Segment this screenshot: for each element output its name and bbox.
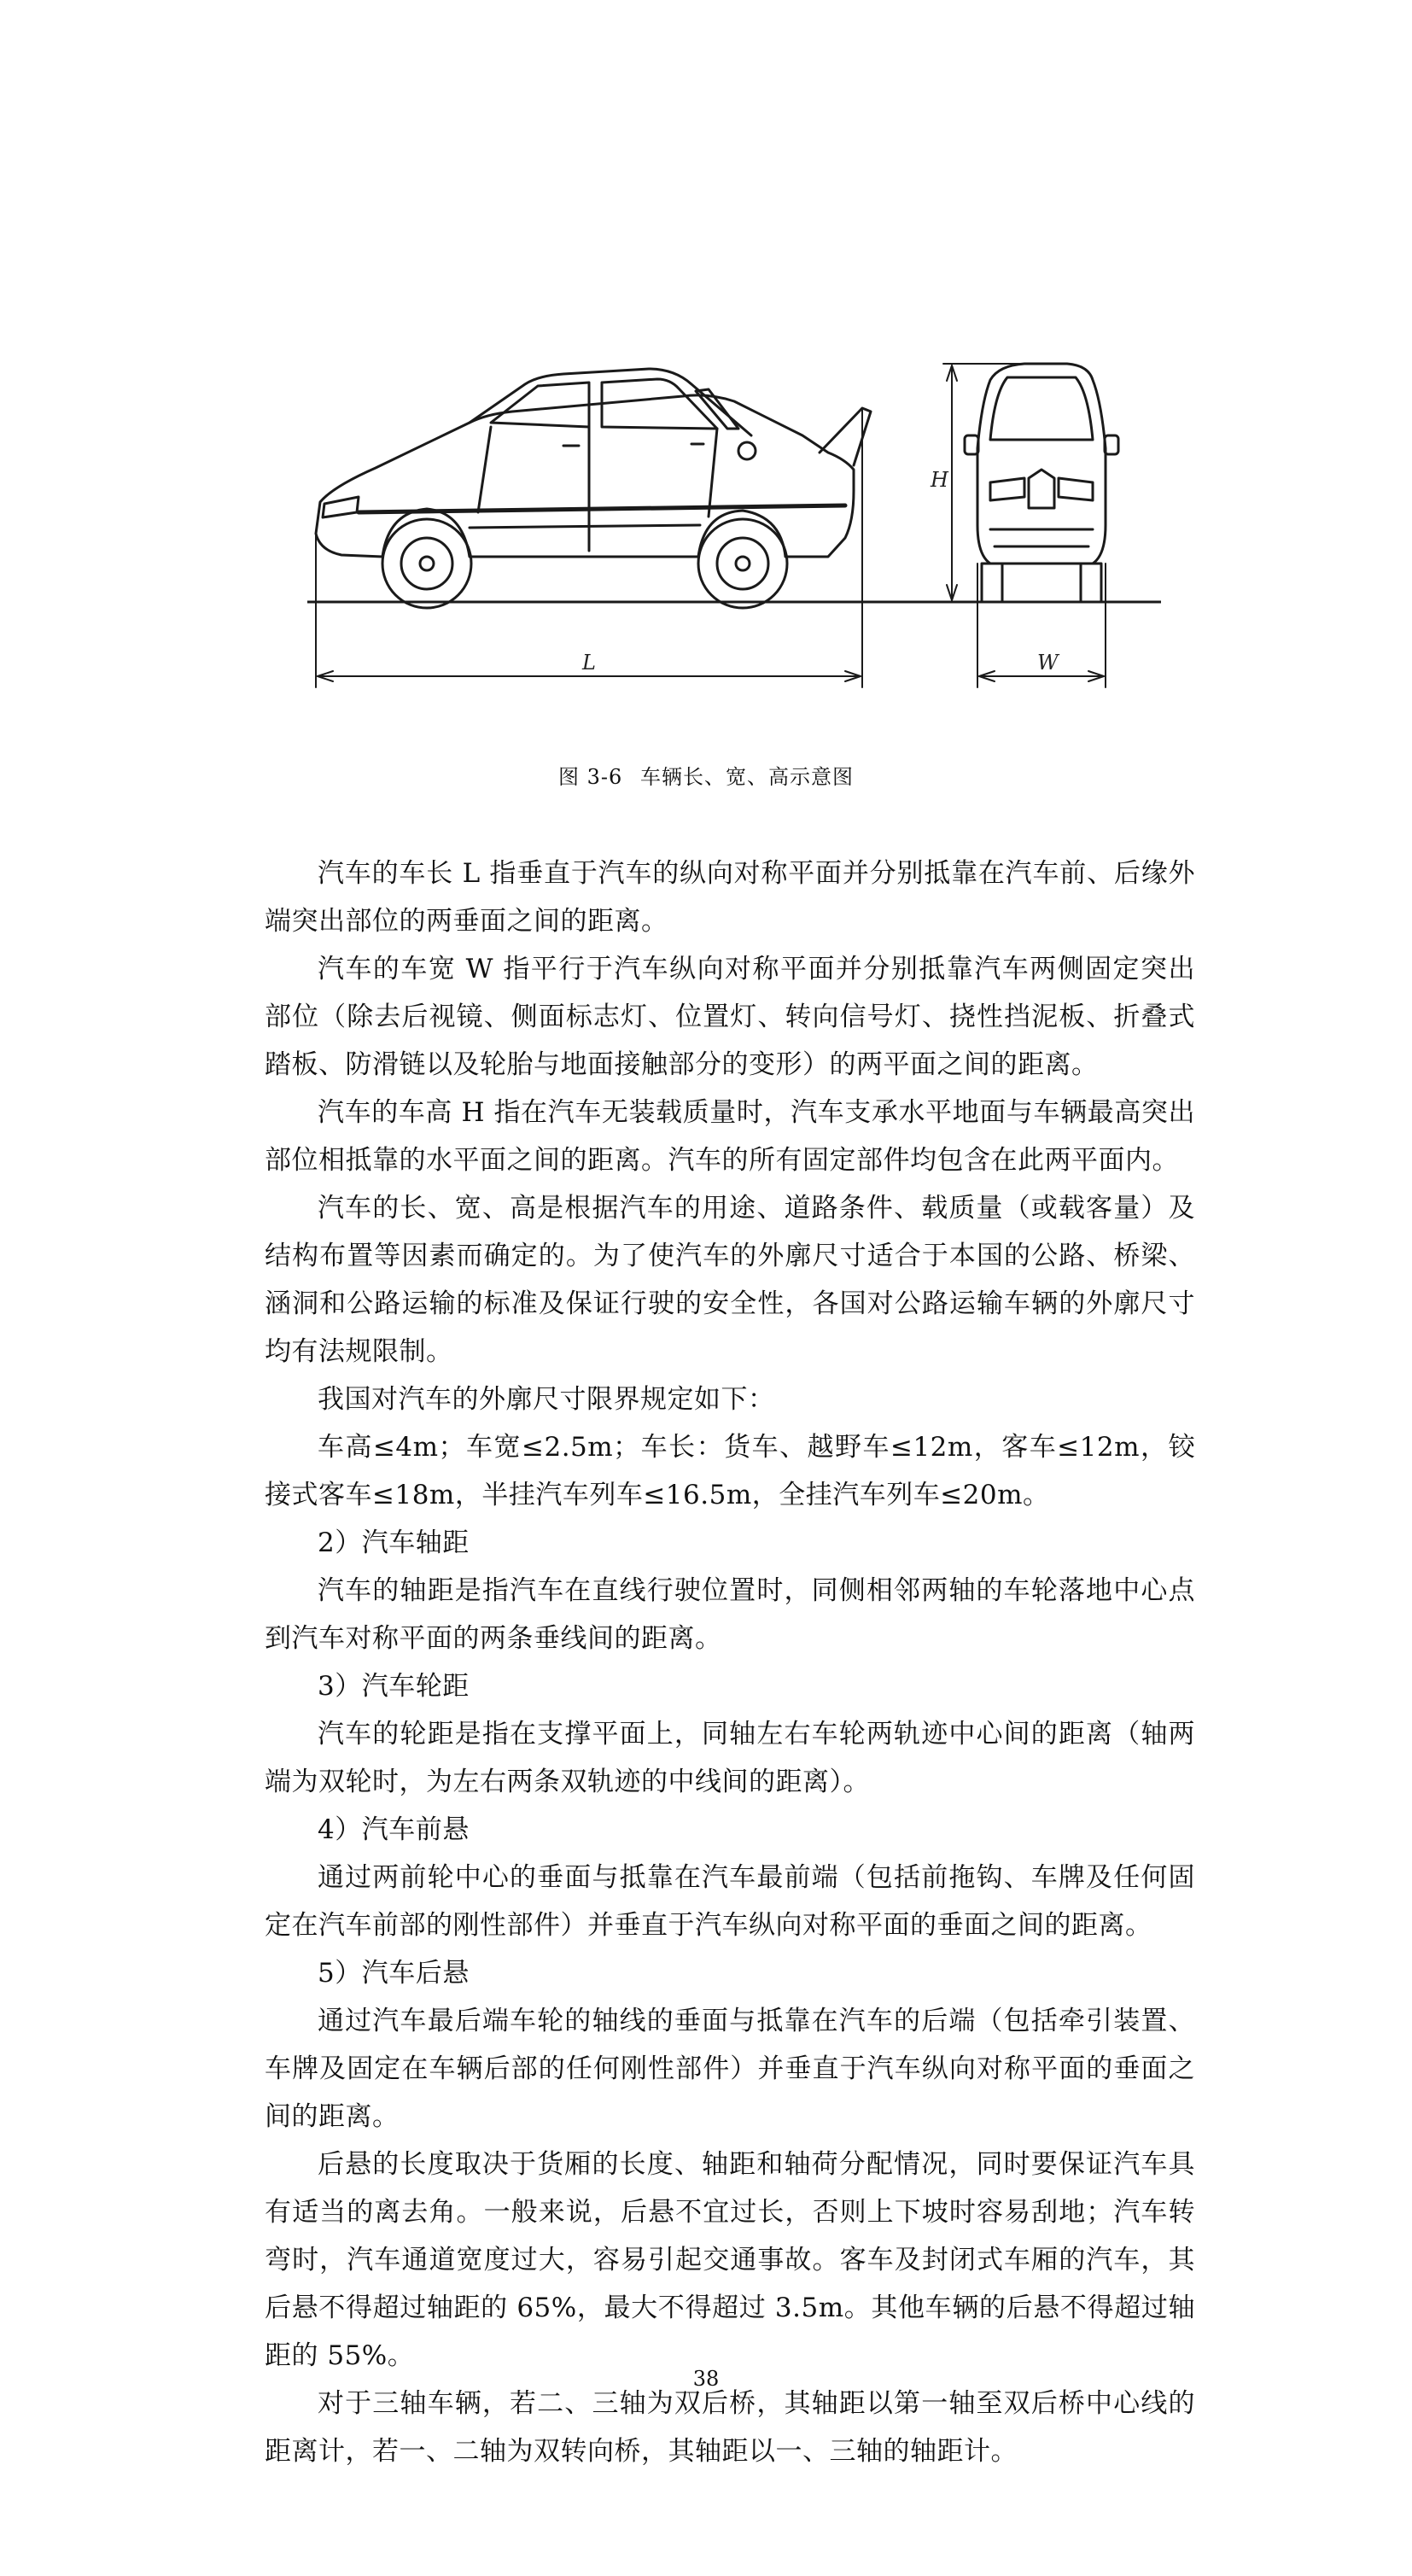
figure-caption — [0, 760, 1412, 790]
page-number: 38 — [692, 2367, 720, 2391]
paragraph: 汽车的轴距是指汽车在直线行驶位置时，同侧相邻两轴的车轮落地中心点到汽车对称平面的两条垂线间的距离。 — [265, 1575, 1195, 1654]
paragraph: 通过两前轮中心的垂面与抵靠在汽车最前端（包括前拖钩、车牌及任何固定在汽车前部的刚性部件）并垂直于汽车纵向对称平面的垂面之间的距离。 — [265, 1862, 1195, 1941]
figure-title: 车辆长、宽、高示意图 — [639, 765, 854, 789]
paragraph: 汽车的轮距是指在支撑平面上，同轴左右车轮两轨迹中心间的距离（轴两端为双轮时，为左右两条双轨迹的中线间的距离）。 — [265, 1719, 1195, 1797]
vehicle-dimension-figure — [307, 307, 1161, 734]
paragraph: 通过汽车最后端车轮的轴线的垂面与抵靠在汽车的后端（包括牵引装置、车牌及固定在车辆后部的任何刚性部件）并垂直于汽车纵向对称平面的垂面之间的距离。 — [265, 2006, 1195, 2132]
paragraph: 汽车的车长 L 指垂直于汽车的纵向对称平面并分别抵靠在汽车前、后缘外端突出部位的两垂面之间的距离。 — [265, 858, 1195, 937]
paragraph: 对于三轴车辆，若二、三轴为双后桥，其轴距以第一轴至双后桥中心线的距离计，若一、二轴为双转向桥，其轴距以一、三轴的轴距计。 — [265, 2388, 1195, 2467]
section-heading: 5）汽车后悬 — [318, 1958, 470, 1989]
car-front-view — [965, 364, 1118, 602]
paragraph: 汽车的车宽 W 指平行于汽车纵向对称平面并分别抵靠汽车两侧固定突出部位（除去后视镜、侧面标志灯、位置灯、转向信号灯、挠性挡泥板、折叠式踏板、防滑链以及轮胎与地面接触部分的变形）的两平面之间的距离。 — [265, 954, 1195, 1080]
section-heading: 2）汽车轴距 — [318, 1527, 470, 1558]
paragraph: 汽车的车高 H 指在汽车无装载质量时，汽车支承水平地面与车辆最高突出部位相抵靠的水平面之间的距离。汽车的所有固定部件均包含在此两平面内。 — [265, 1097, 1195, 1176]
body-text — [265, 850, 1195, 2475]
car-side-view — [316, 369, 871, 608]
section-heading: 3）汽车轮距 — [318, 1671, 470, 1702]
width-label: W — [1037, 651, 1059, 675]
height-label: H — [931, 468, 948, 492]
car-diagram — [307, 307, 1161, 734]
length-label: L — [582, 651, 596, 675]
paragraph: 车高≤4m；车宽≤2.5m；车长：货车、越野车≤12m，客车≤12m，铰接式客车≤18m，半挂汽车列车≤16.5m，全挂汽车列车≤20m。 — [265, 1432, 1195, 1510]
paragraph: 我国对汽车的外廓尺寸限界规定如下： — [318, 1384, 775, 1415]
section-heading: 4）汽车前悬 — [318, 1814, 470, 1845]
paragraph: 汽车的长、宽、高是根据汽车的用途、道路条件、载质量（或载客量）及结构布置等因素而确定的。为了使汽车的外廓尺寸适合于本国的公路、桥梁、涵洞和公路运输的标准及保证行驶的安全性，各国对公路运输车辆的外廓尺寸均有法规限制。 — [265, 1193, 1195, 1367]
figure-number: 图 3-6 — [558, 765, 623, 789]
paragraph: 后悬的长度取决于货厢的长度、轴距和轴荷分配情况，同时要保证汽车具有适当的离去角。一般来说，后悬不宜过长，否则上下坡时容易刮地；汽车转弯时，汽车通道宽度过大，容易引起交通事故。客车及封闭式车厢的汽车，其后悬不得超过轴距的 65%，最大不得超过 3.5m。其他车辆的后悬不得超过轴距的 55%。 — [265, 2149, 1195, 2371]
